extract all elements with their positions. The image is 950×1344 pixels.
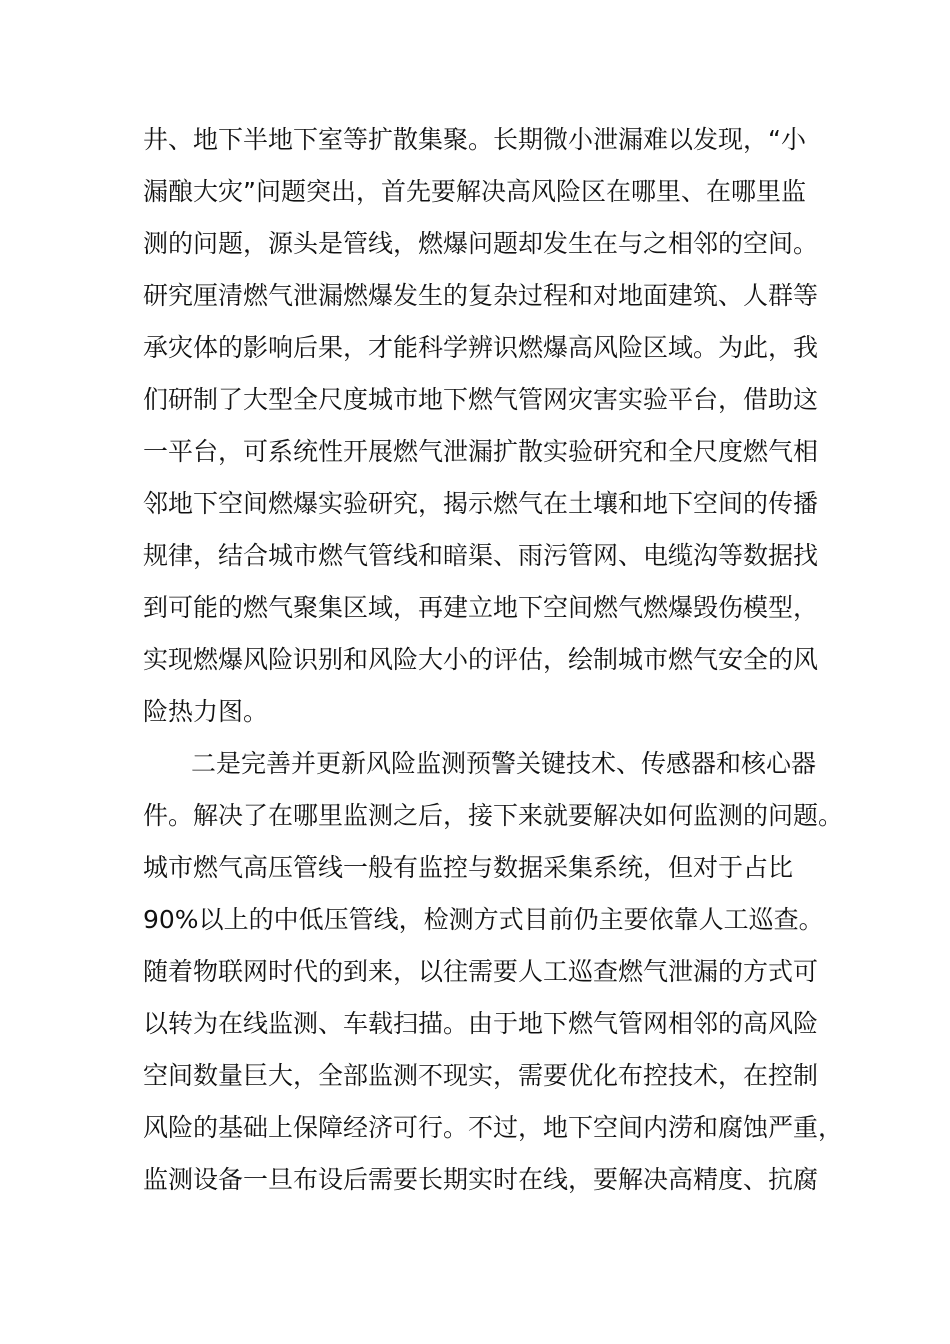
paragraph-start-line: 二是完善并更新风险监测预警关键技术、传感器和核心器: [191, 749, 817, 778]
text-line: 以转为在线监测、车载扫描。由于地下燃气管网相邻的高风险: [143, 1009, 819, 1038]
body-text: [143, 114, 844, 1206]
text-line: 险热力图。: [143, 697, 269, 726]
text-line: 研究厘清燃气泄漏燃爆发生的复杂过程和对地面建筑、人群等: [143, 281, 819, 310]
text-line: 规律，结合城市燃气管线和暗渠、雨污管网、电缆沟等数据找: [143, 541, 819, 570]
text-line: 实现燃爆风险识别和风险大小的评估，绘制城市燃气安全的风: [143, 645, 819, 674]
text-line: 监测设备一旦布设后需要长期实时在线，要解决高精度、抗腐: [143, 1165, 819, 1194]
text-line: 90%以上的中低压管线，检测方式目前仍主要依靠人工巡查。: [143, 905, 824, 934]
text-line: 们研制了大型全尺度城市地下燃气管网灾害实验平台，借助这: [143, 385, 819, 414]
text-line: 邻地下空间燃爆实验研究，揭示燃气在土壤和地下空间的传播: [143, 489, 819, 518]
text-line: 城市燃气高压管线一般有监控与数据采集系统，但对于占比: [143, 853, 794, 882]
text-line: 风险的基础上保障经济可行。不过，地下空间内涝和腐蚀严重，: [143, 1113, 844, 1142]
text-line: 到可能的燃气聚集区域，再建立地下空间燃气燃爆毁伤模型，: [143, 593, 819, 622]
text-line: 件。解决了在哪里监测之后，接下来就要解决如何监测的问题。: [143, 801, 844, 830]
text-line: 井、地下半地下室等扩散集聚。长期微小泄漏难以发现，“小: [143, 125, 806, 154]
text-line: 随着物联网时代的到来，以往需要人工巡查燃气泄漏的方式可: [143, 957, 819, 986]
text-line: 承灾体的影响后果，才能科学辨识燃爆高风险区域。为此，我: [143, 333, 819, 362]
text-line: 一平台，可系统性开展燃气泄漏扩散实验研究和全尺度燃气相: [143, 437, 819, 466]
text-line: 漏酿大灾”问题突出，首先要解决高风险区在哪里、在哪里监: [143, 177, 806, 206]
text-line: 测的问题，源头是管线，燃爆问题却发生在与之相邻的空间。: [143, 229, 819, 258]
text-line: 空间数量巨大，全部监测不现实，需要优化布控技术，在控制: [143, 1061, 819, 1090]
